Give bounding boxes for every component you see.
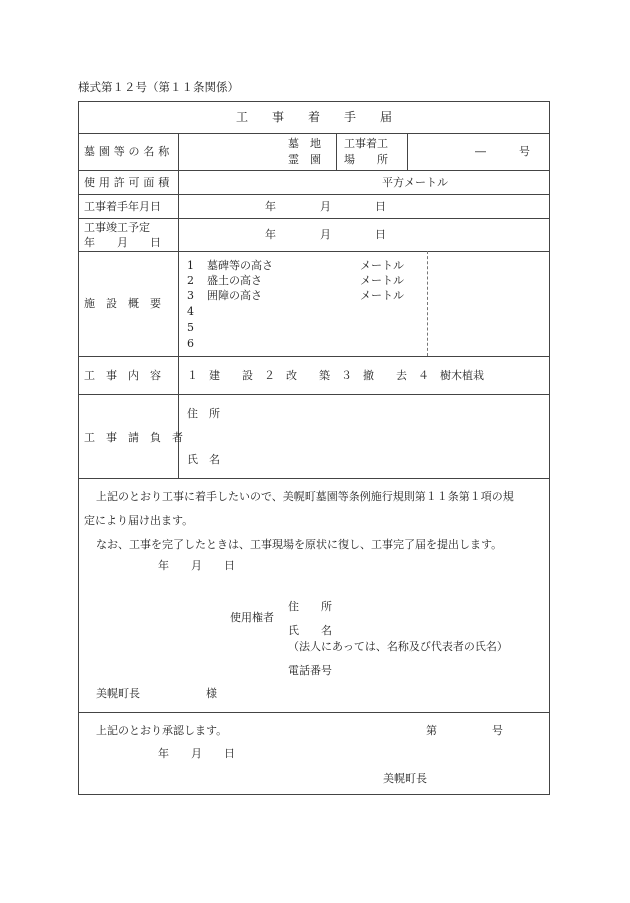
row-divider — [78, 170, 550, 171]
contractor-name-label: 氏 名 — [187, 453, 220, 466]
facility-dashed-divider — [427, 251, 428, 356]
row-divider — [78, 218, 550, 219]
facility-item-num: 6 — [187, 337, 194, 350]
work-content-label: 工 事 内 容 — [84, 369, 161, 382]
row-divider — [78, 133, 550, 134]
work-content-value: １ 建 設 ２ 改 築 ３ 撤 去 ４ 樹木植栽 — [187, 369, 484, 382]
facility-item-unit: メートル — [360, 259, 404, 272]
site-label-line1: 工事着工 — [344, 137, 388, 150]
facility-item-num: 2 — [187, 274, 194, 287]
end-date-label-line1: 工事竣工予定 — [84, 221, 150, 234]
site-label-line2: 場 所 — [344, 153, 388, 166]
column-divider — [407, 133, 408, 170]
facility-item-text: 盛土の高さ — [207, 274, 262, 287]
end-date-value: 年 月 日 — [265, 228, 386, 241]
contractor-label: 工 事 請 負 者 — [84, 431, 183, 444]
facility-item-unit: メートル — [360, 274, 404, 287]
label-column-divider — [178, 133, 179, 478]
facility-item-num: 4 — [187, 305, 194, 318]
declaration-date: 年 月 日 — [158, 559, 235, 572]
site-number: ― 号 — [475, 145, 530, 158]
cemetery-option-graveyard: 墓 地 — [288, 137, 321, 150]
contractor-address-label: 住 所 — [187, 407, 220, 420]
column-divider — [336, 133, 337, 170]
row-divider — [78, 194, 550, 195]
row-divider — [78, 251, 550, 252]
end-date-label-line2: 年 月 日 — [84, 236, 161, 249]
phone-label: 電話番号 — [288, 664, 332, 677]
form-number: 様式第１２号（第１１条関係） — [78, 80, 239, 94]
declaration-line3: なお、工事を完了したときは、工事現場を原状に復し、工事完了届を提出します。 — [96, 538, 503, 551]
form-title: 工 事 着 手 届 — [235, 110, 392, 124]
declaration-line1: 上記のとおり工事に着手したいので、美幌町墓園等条例施行規則第１１条第１項の規 — [96, 490, 514, 503]
facility-label: 施 設 概 要 — [84, 297, 161, 310]
corporation-note: （法人にあっては、名称及び代表者の氏名） — [288, 640, 508, 653]
applicant-address-label: 住 所 — [288, 600, 332, 613]
facility-item-num: 3 — [187, 289, 194, 302]
facility-item-num: 1 — [187, 259, 194, 272]
approval-number: 第 号 — [426, 724, 503, 737]
permitted-area-label: 使用許可面積 — [84, 176, 174, 189]
facility-item-num: 5 — [187, 321, 194, 334]
applicant-label: 使用権者 — [230, 611, 274, 624]
applicant-name-label: 氏 名 — [288, 624, 332, 637]
start-date-value: 年 月 日 — [265, 200, 386, 213]
cemetery-name-label: 墓園等の名称 — [84, 145, 174, 158]
declaration-line2: 定により届け出ます。 — [84, 514, 194, 527]
permitted-area-unit: 平方メートル — [382, 176, 448, 189]
approval-issuer: 美幌町長 — [383, 772, 427, 785]
cemetery-option-park: 霊 園 — [288, 153, 321, 166]
approval-date: 年 月 日 — [158, 747, 235, 760]
facility-item-text: 囲障の高さ — [207, 289, 262, 302]
facility-item-unit: メートル — [360, 289, 404, 302]
row-divider — [78, 478, 550, 479]
row-divider — [78, 356, 550, 357]
addressee: 美幌町長 様 — [96, 687, 217, 700]
approval-text: 上記のとおり承認します。 — [96, 724, 228, 737]
facility-item-text: 墓碑等の高さ — [207, 259, 273, 272]
start-date-label: 工事着手年月日 — [84, 200, 161, 213]
row-divider — [78, 712, 550, 713]
row-divider — [78, 394, 550, 395]
